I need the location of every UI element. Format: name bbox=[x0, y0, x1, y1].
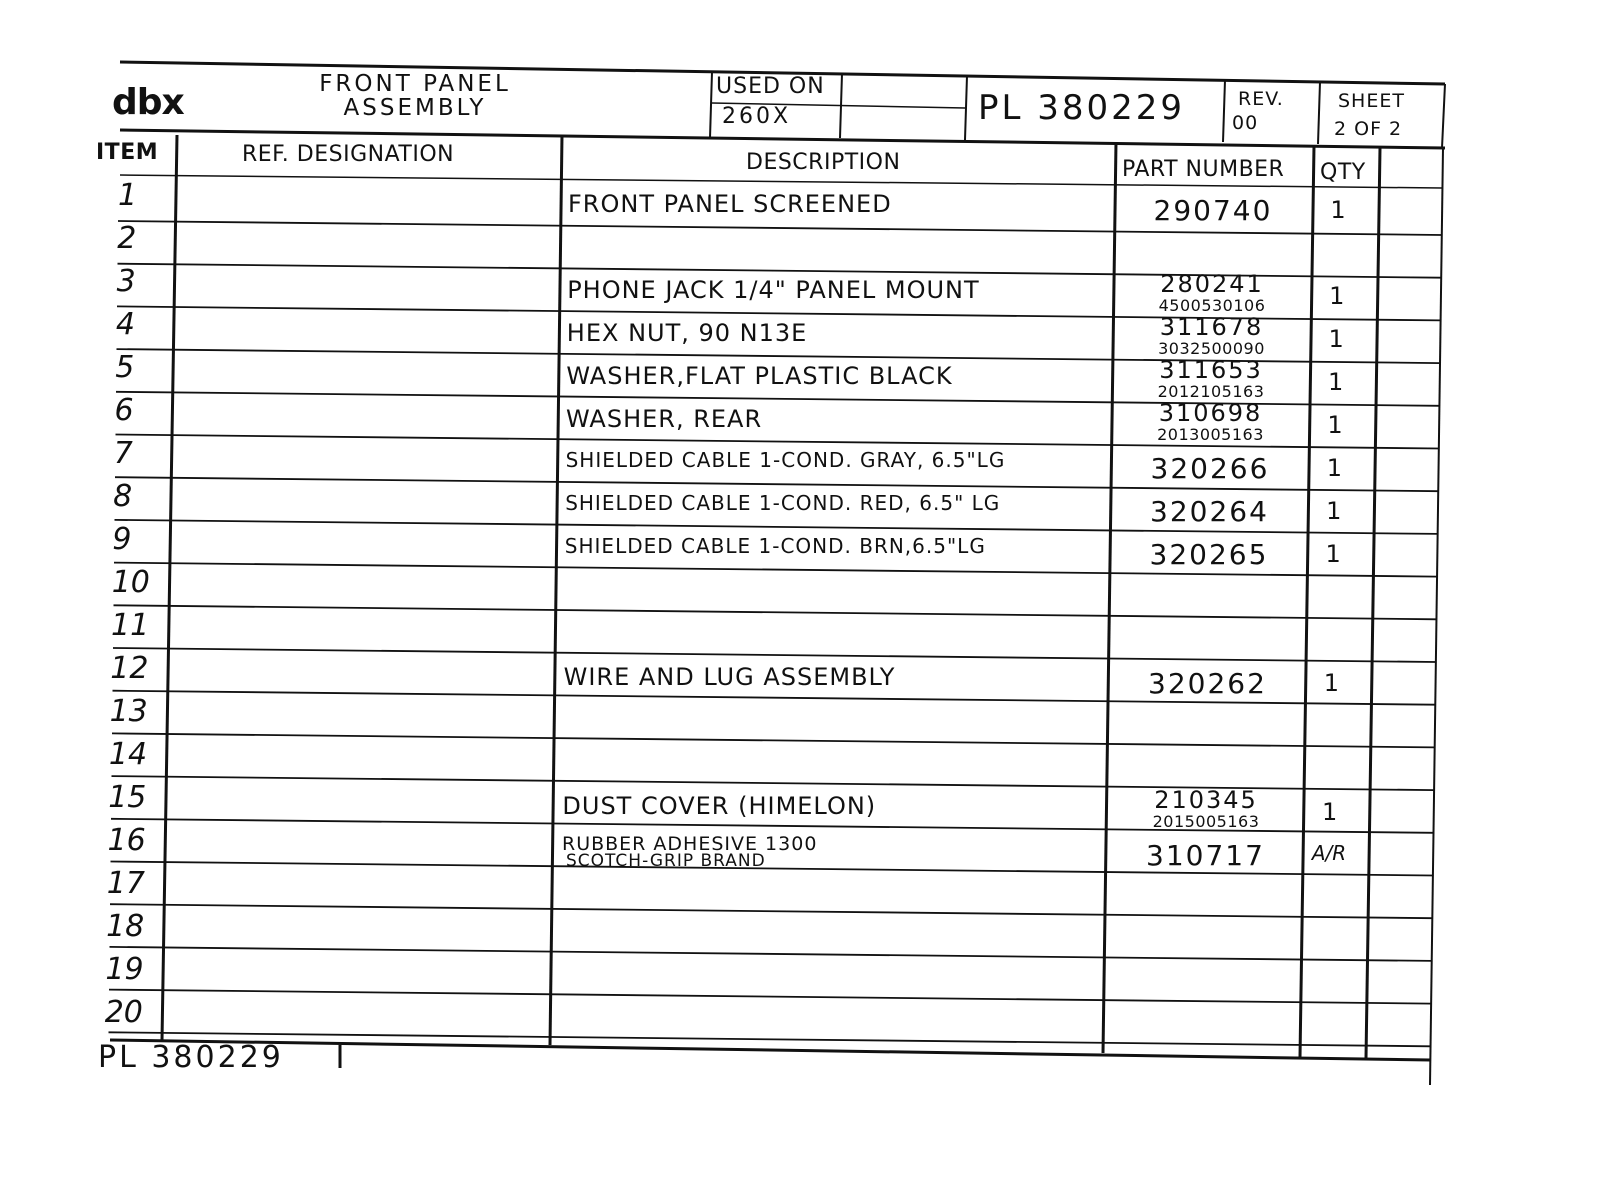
item-number: 8 bbox=[113, 479, 133, 514]
dbx-logo: dbx bbox=[112, 82, 184, 123]
quantity: 1 bbox=[1321, 798, 1338, 826]
item-description: WASHER, REAR bbox=[566, 405, 763, 433]
item-description: RUBBER ADHESIVE 1300 bbox=[562, 833, 818, 855]
item-number: 9 bbox=[112, 522, 132, 557]
item-description: PHONE JACK 1/4" PANEL MOUNT bbox=[567, 276, 980, 304]
pl-number: PL 380229 bbox=[978, 88, 1186, 128]
row-divider bbox=[110, 904, 1432, 918]
part-number: 311653 bbox=[1159, 356, 1263, 384]
title-line-1: FRONT PANEL bbox=[319, 71, 511, 97]
item-description: HEX NUT, 90 N13E bbox=[566, 319, 808, 347]
part-number: 320266 bbox=[1150, 452, 1270, 485]
quantity: A/R bbox=[1311, 841, 1347, 865]
col-ref-header: REF. DESIGNATION bbox=[242, 142, 455, 167]
used-on-value: 260X bbox=[722, 104, 792, 129]
row-divider bbox=[114, 605, 1437, 619]
quantity: 1 bbox=[1327, 368, 1344, 396]
item-description: FRONT PANEL SCREENED bbox=[568, 190, 892, 218]
row-divider bbox=[110, 947, 1432, 961]
item-number: 10 bbox=[111, 565, 150, 600]
footer-pl-number: PL 380229 bbox=[98, 1040, 284, 1075]
col-part-number-header: PART NUMBER bbox=[1122, 157, 1285, 182]
quantity: 1 bbox=[1328, 325, 1344, 353]
part-number: 310698 bbox=[1158, 399, 1263, 427]
item-number: 2 bbox=[117, 221, 137, 256]
quantity: 1 bbox=[1330, 196, 1346, 224]
alternate-part-number: 4500530106 bbox=[1158, 296, 1266, 315]
quantity: 1 bbox=[1326, 497, 1342, 525]
col-description-header: DESCRIPTION bbox=[746, 150, 901, 175]
item-number: 5 bbox=[115, 350, 135, 385]
title-line-2: ASSEMBLY bbox=[343, 95, 487, 121]
quantity: 1 bbox=[1325, 540, 1341, 568]
assembly-title bbox=[280, 72, 550, 120]
item-description: WASHER,FLAT PLASTIC BLACK bbox=[566, 362, 953, 390]
rev-label: REV. bbox=[1238, 88, 1284, 110]
part-number: 210345 bbox=[1154, 786, 1258, 814]
alternate-part-number: 3032500090 bbox=[1158, 339, 1265, 358]
used-on-label: USED ON bbox=[716, 74, 825, 99]
part-number: 320264 bbox=[1150, 495, 1269, 528]
item-number: 7 bbox=[113, 436, 133, 471]
sheet-value: 2 OF 2 bbox=[1334, 118, 1403, 140]
item-description: DUST COVER (HIMELON) bbox=[562, 792, 877, 820]
col-item-header bbox=[96, 140, 166, 165]
alternate-part-number: 2013005163 bbox=[1157, 425, 1264, 444]
part-number: 311678 bbox=[1159, 313, 1264, 341]
row-divider bbox=[109, 990, 1431, 1004]
item-number: 6 bbox=[114, 393, 134, 428]
item-number: 4 bbox=[115, 307, 135, 342]
item-number: 20 bbox=[104, 995, 143, 1030]
part-number: 320262 bbox=[1148, 667, 1267, 700]
item-number: 15 bbox=[108, 780, 147, 815]
part-number: 310717 bbox=[1146, 839, 1265, 872]
sheet-label: SHEET bbox=[1338, 90, 1405, 112]
item-number: 13 bbox=[109, 694, 148, 729]
item-number: 3 bbox=[116, 264, 136, 299]
alternate-part-number: 2015005163 bbox=[1152, 812, 1260, 831]
part-number: 290740 bbox=[1153, 194, 1273, 227]
item-number: 18 bbox=[106, 909, 145, 944]
item-number: 12 bbox=[110, 651, 149, 686]
alternate-part-number: 2012105163 bbox=[1157, 382, 1265, 401]
item-number: 14 bbox=[108, 737, 148, 772]
item-number: 16 bbox=[107, 823, 146, 858]
part-number: 280241 bbox=[1160, 270, 1264, 298]
part-number: 320265 bbox=[1149, 538, 1269, 571]
item-number: 1 bbox=[118, 178, 138, 213]
item-description: SHIELDED CABLE 1-COND. GRAY, 6.5"LG bbox=[565, 448, 1006, 472]
rev-value: 00 bbox=[1232, 112, 1259, 134]
quantity: 1 bbox=[1326, 454, 1343, 482]
item-number: 17 bbox=[106, 866, 145, 901]
quantity: 1 bbox=[1327, 411, 1343, 439]
item-description: SHIELDED CABLE 1-COND. BRN,6.5"LG bbox=[564, 534, 986, 558]
item-description-line-2: SCOTCH-GRIP BRAND bbox=[566, 851, 766, 871]
row-divider bbox=[113, 648, 1436, 662]
item-description: WIRE AND LUG ASSEMBLY bbox=[563, 663, 896, 691]
col-qty-header: QTY bbox=[1320, 160, 1366, 185]
item-number: 19 bbox=[105, 952, 144, 987]
item-description: SHIELDED CABLE 1-COND. RED, 6.5" LG bbox=[565, 491, 1001, 515]
quantity: 1 bbox=[1329, 282, 1345, 310]
row-divider bbox=[112, 733, 1435, 747]
col-item-header-text: ITEM bbox=[96, 140, 159, 165]
item-number: 11 bbox=[111, 608, 150, 643]
quantity: 1 bbox=[1323, 669, 1340, 697]
